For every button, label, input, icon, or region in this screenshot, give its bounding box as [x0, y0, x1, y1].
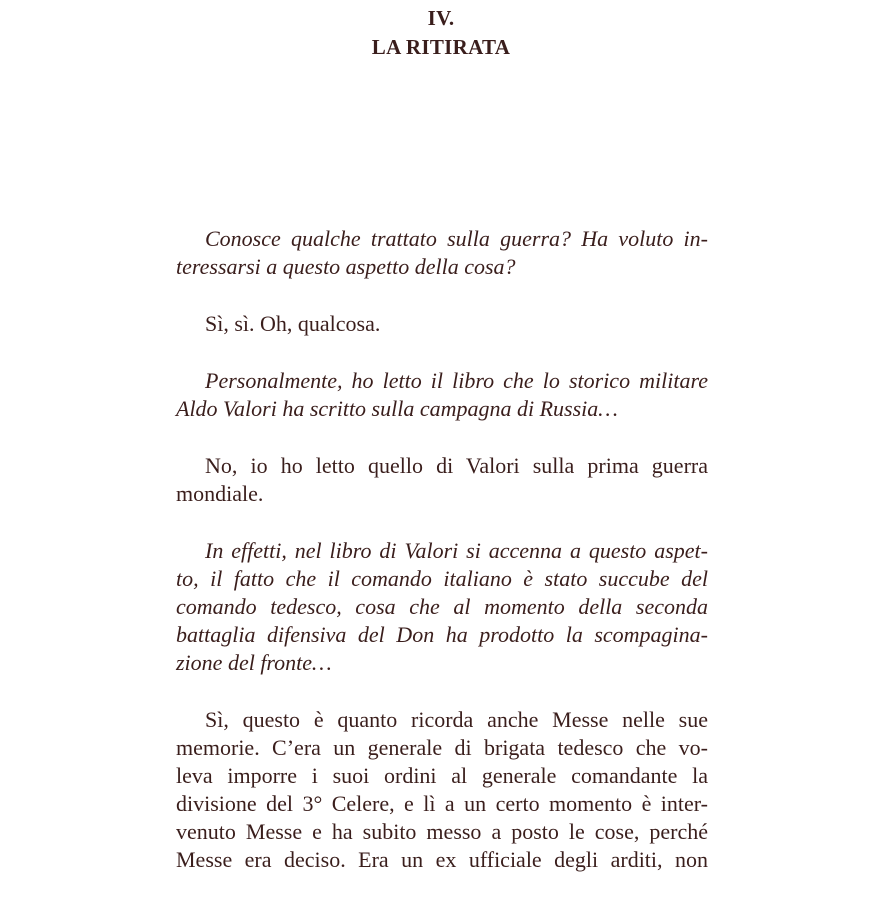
- text-line: comando tedesco, cosa che al momento della seconda: [176, 594, 708, 619]
- chapter-heading: [0, 4, 882, 62]
- answer-paragraph: [176, 706, 708, 874]
- text-line: to, il fatto che il comando italiano è stato succube del: [176, 566, 708, 591]
- text-line: Conosce qualche trattato sulla guerra? Ha voluto in-: [205, 226, 708, 251]
- text-line: memorie. C’era un generale di brigata tedesco che vo-: [176, 735, 708, 760]
- question-paragraph: [176, 537, 708, 677]
- text-line: zione del fronte…: [176, 650, 332, 675]
- text-line: divisione del 3° Celere, e lì a un certo momento è inter-: [176, 791, 708, 816]
- text-line: In effetti, nel libro di Valori si accenna a questo aspet-: [205, 538, 708, 563]
- text-line: No, io ho letto quello di Valori sulla prima guerra: [205, 453, 708, 478]
- chapter-number: IV.: [427, 6, 455, 30]
- question-paragraph: [176, 225, 708, 281]
- text-line: Aldo Valori ha scritto sulla campagna di Russia…: [176, 396, 618, 421]
- chapter-title: LA RITIRATA: [371, 35, 511, 59]
- answer-paragraph: [176, 310, 708, 338]
- text-line: Sì, questo è quanto ricorda anche Messe nelle sue: [205, 707, 708, 732]
- text-line: teressarsi a questo aspetto della cosa?: [176, 254, 516, 279]
- text-line: venuto Messe e ha subito messo a posto le cose, perché: [176, 819, 708, 844]
- question-paragraph: [176, 367, 708, 423]
- text-line: battaglia difensiva del Don ha prodotto la scompagina-: [176, 622, 708, 647]
- text-line: Sì, sì. Oh, qualcosa.: [205, 311, 381, 336]
- text-line: Personalmente, ho letto il libro che lo storico militare: [205, 368, 708, 393]
- answer-paragraph: [176, 452, 708, 508]
- text-line: leva imporre i suoi ordini al generale comandante la: [176, 763, 708, 788]
- interview-text: [176, 225, 708, 903]
- text-line: Messe era deciso. Era un ex ufficiale degli arditi, non: [176, 847, 708, 872]
- text-line: mondiale.: [176, 481, 264, 506]
